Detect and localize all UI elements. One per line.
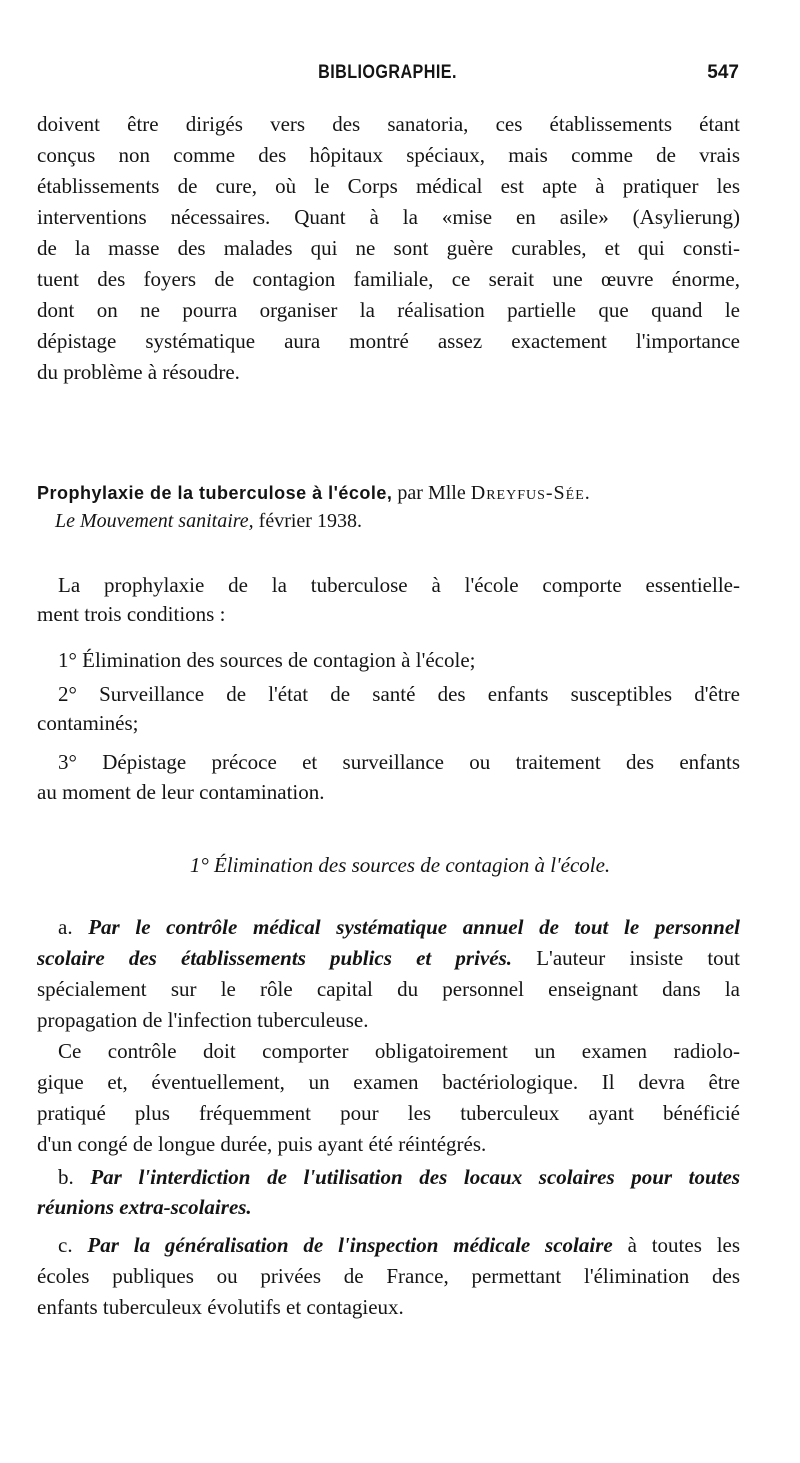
section-heading: 1° Élimination des sources de contagion à l'école.: [189, 853, 611, 877]
citation-author: Dreyfus-Sée.: [470, 482, 591, 504]
condition-2: 2° Surveillance de l'état de santé des enfants susceptibles d'être: [58, 682, 740, 706]
page-header: [36, 62, 739, 94]
condition-3-cont: au moment de leur contamination.: [37, 780, 325, 804]
citation-date: février 1938.: [258, 510, 362, 532]
summary-line: La prophylaxie de la tuberculose à l'école comporte essentielle-: [58, 573, 740, 597]
intro-line: interventions nécessaires. Quant à la «mise en asile» (Asylierung): [37, 205, 740, 229]
item-c-line: écoles publiques ou privées de France, permettant l'élimination des: [37, 1264, 740, 1288]
citation-source: [37, 507, 740, 535]
control-line: gique et, éventuellement, un examen bactériologique. Il devra être: [37, 1070, 740, 1094]
citation: [37, 479, 740, 507]
intro-line: doivent être dirigés vers des sanatoria, ces établissements étant: [37, 112, 740, 136]
summary-line: ment trois conditions :: [37, 602, 226, 626]
intro-line: du problème à résoudre.: [37, 360, 240, 384]
condition-1: 1° Élimination des sources de contagion à l'école;: [58, 648, 476, 672]
item-a-line: [37, 943, 740, 973]
citation-by: par: [397, 482, 423, 504]
intro-line: établissements de cure, où le Corps médical est apte à pratiquer les: [37, 174, 740, 198]
item-c-label: c.: [58, 1233, 73, 1257]
citation-title: Prophylaxie de la tuberculose à l'école,: [37, 483, 393, 503]
control-line: pratiqué plus fréquemment pour les tuberculeux ayant bénéficié: [37, 1101, 740, 1125]
item-c-line: [37, 1230, 740, 1260]
item-a-line: spécialement sur le rôle capital du personnel enseignant dans la: [37, 977, 740, 1001]
control-line: d'un congé de longue durée, puis ayant été réintégrés.: [37, 1132, 487, 1156]
intro-line: dont on ne pourra organiser la réalisation partielle que quand le: [37, 298, 740, 322]
item-b-line: [37, 1192, 740, 1222]
citation-journal: Le Mouvement sanitaire,: [55, 510, 254, 532]
item-c-text: à toutes les: [627, 1233, 741, 1257]
citation-author-title: Mlle: [427, 482, 466, 504]
item-b-line: [37, 1162, 740, 1192]
item-a-emphasis: scolaire des établissements publics et privés.: [37, 946, 513, 970]
item-a-line: [37, 912, 740, 942]
page-number: 547: [707, 62, 739, 83]
item-b-emphasis: réunions extra-scolaires.: [37, 1195, 252, 1219]
intro-line: conçus non comme des hôpitaux spéciaux, mais comme de vrais: [37, 143, 740, 167]
condition-2-cont: contaminés;: [37, 711, 139, 735]
running-head: BIBLIOGRAPHIE.: [318, 62, 457, 83]
item-b-emphasis: Par l'interdiction de l'utilisation des locaux scolaires pour toutes: [90, 1165, 741, 1189]
item-c-emphasis: Par la généralisation de l'inspection médicale scolaire: [87, 1233, 613, 1257]
control-line: Ce contrôle doit comporter obligatoirement un examen radiolo-: [58, 1039, 740, 1063]
item-b-label: b.: [58, 1165, 74, 1189]
item-a-emphasis: Par le contrôle médical systématique annuel de tout le personnel: [88, 915, 741, 939]
condition-3: 3° Dépistage précoce et surveillance ou traitement des enfants: [58, 750, 740, 774]
item-c-line: enfants tuberculeux évolutifs et contagieux.: [37, 1295, 404, 1319]
item-a-text: L'auteur insiste tout: [536, 946, 741, 970]
intro-line: tuent des foyers de contagion familiale, ce serait une œuvre énorme,: [37, 267, 740, 291]
intro-line: de la masse des malades qui ne sont guère curables, et qui consti-: [37, 236, 740, 260]
item-a-label: a.: [58, 915, 73, 939]
item-a-line: propagation de l'infection tuberculeuse.: [37, 1008, 369, 1032]
intro-line: dépistage systématique aura montré assez exactement l'importance: [37, 329, 740, 353]
